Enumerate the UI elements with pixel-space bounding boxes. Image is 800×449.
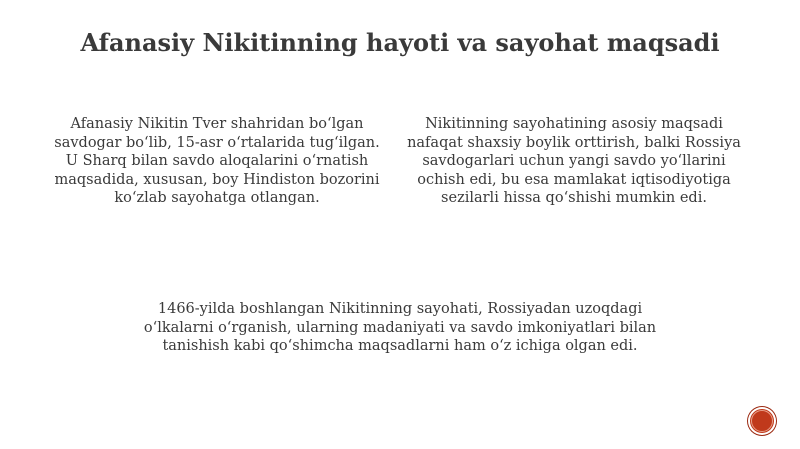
circle-button-icon[interactable] <box>748 407 776 435</box>
bottom-paragraph: 1466-yilda boshlangan Nikitinning sayohati, Rossiyadan uzoqdagi o‘lkalarni o‘rganish, ularning madaniyati va savdo imkoniyatlari bilan tanishish kabi qo‘shimcha maqsadlarni ham o‘z ichiga olgan edi. <box>143 301 657 354</box>
slide-title: Afanasiy Nikitinning hayoti va sayohat maqsadi <box>80 28 720 57</box>
right-paragraph: Nikitinning sayohatining asosiy maqsadi nafaqat shaxsiy boylik orttirish, balki Rossiya savdogarlari uchun yangi savdo yo‘llarini ochish edi, bu esa mamlakat iqtisodiyotiga sezilarli hissa qo‘shishi mumkin edi. <box>407 116 741 206</box>
left-paragraph: Afanasiy Nikitin Tver shahridan bo‘lgan savdogar bo‘lib, 15-asr o‘rtalarida tug‘ilgan. U Sharq bilan savdo aloqalarini o‘rnatish maqsadida, xususan, boy Hindiston bozorini ko‘zlab sayohatga otlangan. <box>54 116 380 206</box>
